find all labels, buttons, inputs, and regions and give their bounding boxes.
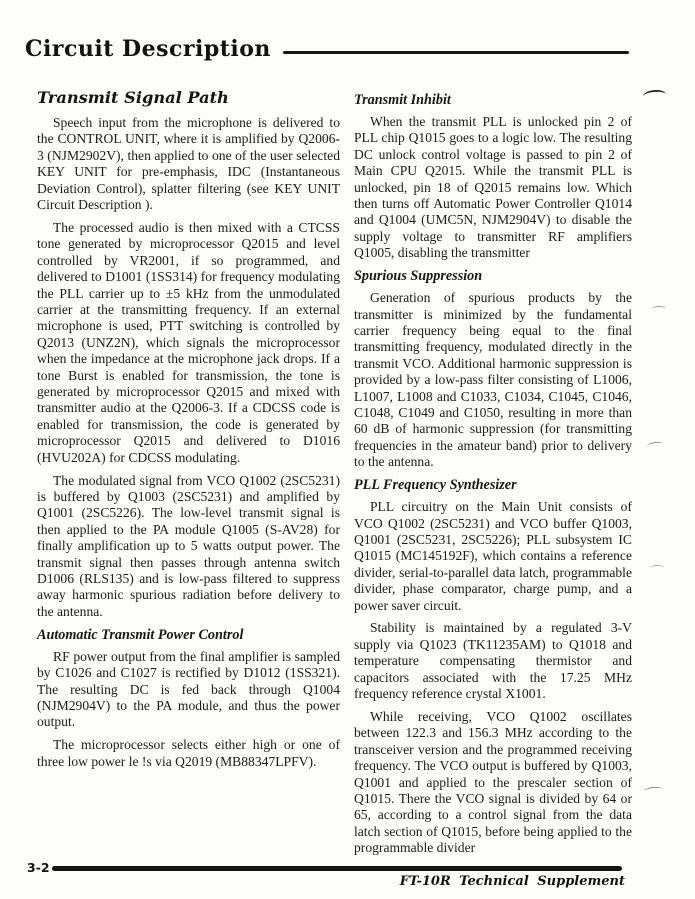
paragraph: Speech input from the microphone is delivered to the CONTROL UNIT, where it is amplified by Q2006-3 (NJM2902V), then applied to one of the user selected KEY UNIT for pre-emphasis, IDC (Instantaneous Deviation Control), splatter filtering (see KEY UNIT Circuit Description ). — [37, 115, 340, 213]
subheading-automatic-transmit-power-control: Automatic Transmit Power Control — [37, 626, 244, 643]
scan-artifact — [643, 89, 667, 102]
page-title: Circuit Description — [25, 36, 271, 62]
footer-rule — [52, 866, 622, 871]
paragraph: The microprocessor selects either high or one of three low power le !s via Q2019 (MB88347LPFV). — [37, 737, 340, 769]
footer-doc-title: FT-10R Technical Supplement — [399, 874, 625, 889]
scan-artifact — [650, 565, 664, 571]
paragraph: While receiving, VCO Q1002 oscillates between 122.3 and 156.3 MHz according to the transceiver version and the programmed receiving frequency. The VCO output is buffered by Q1003, Q1001 and applied to the prescaler section of Q1015. There the VCO signal is divided by 64 or 65, according to a control signal from the data latch section of Q1015, before being applied to the programmable divider — [354, 709, 632, 856]
paragraph: Generation of spurious products by the transmitter is minimized by the fundamental carrier frequency being equal to the final transmitting frequency, modulated directly in the transmit VCO. Additional harmonic suppression is provided by a low-pass filter consisting of L1006, L1007, L1008 and C1033, C1034, C1045, C1046, C1048, C1049 and C1050, resulting in more than 60 dB of harmonic suppression (for transmitting frequencies in the amateur band) prior to delivery to the antenna. — [354, 290, 632, 470]
right-column — [354, 88, 632, 863]
paragraph: Stability is maintained by a regulated 3-V supply via Q1023 (TK11235AM) to Q1018 and temperature compensating thermistor and capacitors associated with the 17.25 MHz frequency reference crystal X1001. — [354, 620, 632, 702]
text-columns — [37, 88, 632, 863]
paragraph: The modulated signal from VCO Q1002 (2SC5231) is buffered by Q1003 (2SC5231) and amplified by Q1001 (2SC5226). The low-level transmit signal is then applied to the PA module Q1005 (S-AV28) for finally amplification up to 5 watts output power. The transmit signal then passes through antenna switch D1006 (RLS135) and is low-pass filtered to suppress away harmonic spurious radiation before delivery to the antenna. — [37, 472, 340, 619]
title-rule — [283, 51, 629, 54]
subheading-transmit-inhibit: Transmit Inhibit — [354, 92, 451, 108]
page-number: 3-2 — [27, 860, 50, 875]
paragraph: PLL circuitry on the Main Unit consists of VCO Q1002 (2SC5231) and VCO buffer Q1003, Q1001 (2SC5231, 2SC5226); PLL subsystem IC Q1015 (MC145192F), which contains a reference divider, serial-to-parallel data latch, programmable divider, phase comparator, charge pump, and a power saver circuit. — [354, 499, 632, 613]
paragraph: When the transmit PLL is unlocked pin 2 of PLL chip Q1015 goes to a logic low. The resulting DC unlock control voltage is passed to pin 2 of Main CPU Q2015. While the transmit PLL is unlocked, pin 18 of Q2015 remains low. Which then turns off Automatic Power Controller Q1014 and Q1004 (UMC5N, NJM2904V) to disable the supply voltage to transmitter RF amplifiers Q1005, disabling the transmitter — [354, 114, 632, 261]
scan-artifact — [647, 441, 664, 450]
subheading-spurious-suppression: Spurious Suppression — [354, 268, 483, 285]
paragraph: RF power output from the final amplifier is sampled by C1026 and C1027 is rectified by D1012 (1SS321). The resulting DC is fed back through Q1004 (NJM2904V) to the PA module, and thus the power output. — [37, 648, 340, 730]
scan-artifact — [644, 786, 663, 795]
scan-artifact — [652, 306, 666, 312]
left-column — [37, 88, 340, 863]
masthead — [25, 36, 629, 62]
paragraph: The processed audio is then mixed with a CTCSS tone generated by microprocessor Q2015 and level controlled by VR2001, if so programmed, and delivered to D1001 (1SS314) for frequency modulating the PLL carrier up to ±5 kHz from the unmodulated carrier at the transmitting frequency. If an external microphone is used, PTT switching is controlled by Q2013 (UNZ2N), which signals the microprocessor when the impedance at the microphone jack drops. If a tone Burst is enabled for transmission, the tone is generated by microprocessor Q2015 and mixed with transmitter audio at the Q2006-3. If a CDCSS code is enabled for transmission, the code is generated by microprocessor Q2015 and delivered to D1016 (HVU202A) for CDCSS modulating. — [37, 219, 340, 465]
section-heading-transmit-signal-path: Transmit Signal Path — [37, 88, 229, 107]
subheading-pll-frequency-synthesizer: PLL Frequency Synthesizer — [354, 477, 517, 494]
